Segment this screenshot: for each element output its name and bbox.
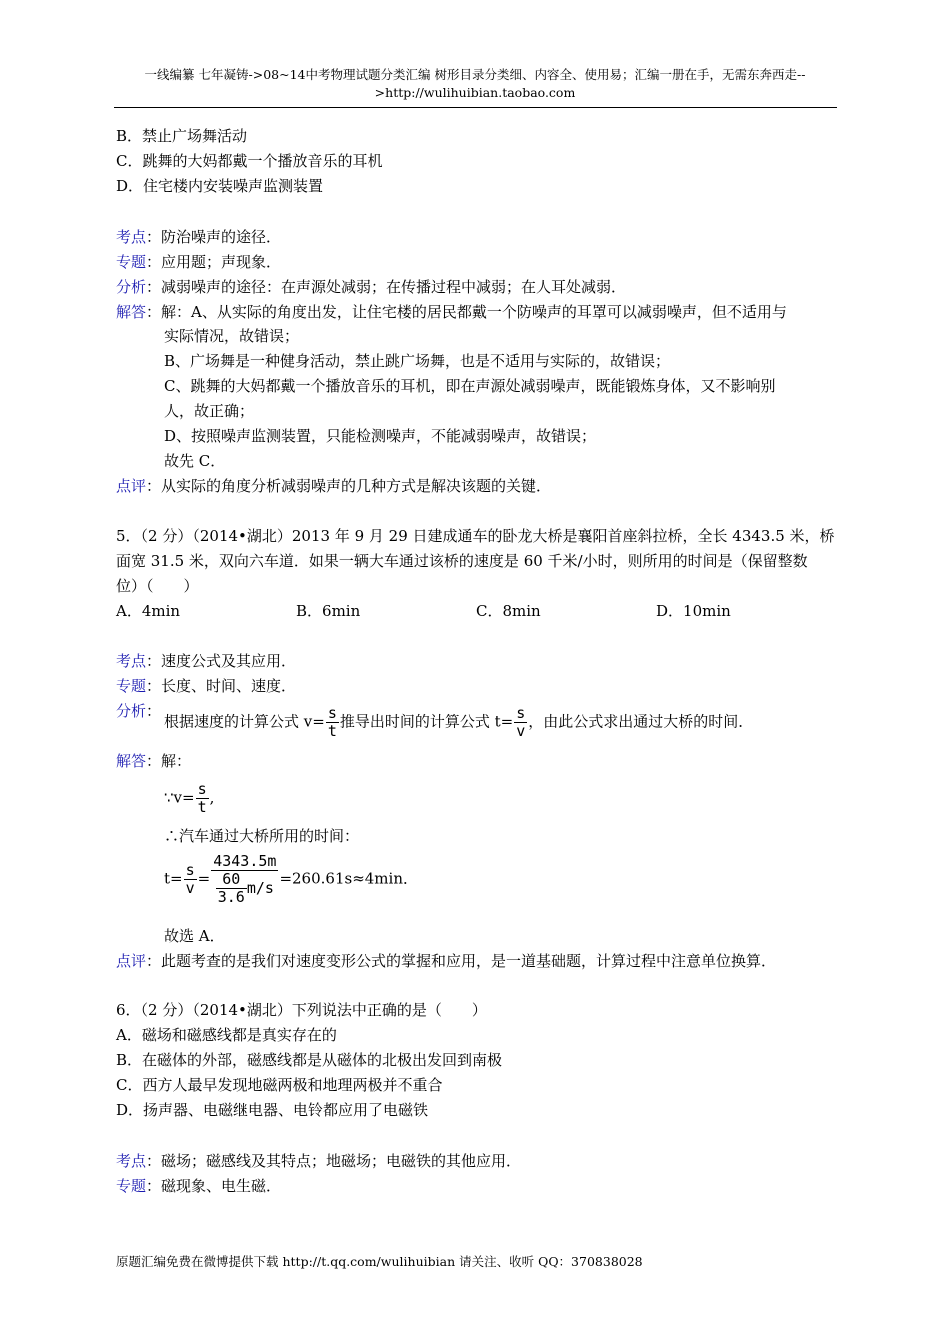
- q5-therefore-line: ∴汽车通过大桥所用的时间：: [164, 827, 360, 845]
- q4-jieda-line-3: B、广场舞是一种健身活动，禁止跳广场舞，也是不适用与实际的，故错误；: [164, 352, 671, 370]
- q4-jieda-line-5: 人，故正确；: [164, 402, 255, 420]
- fraction-s-over-v: [184, 862, 197, 897]
- q4-zhuanti: [116, 252, 281, 272]
- q5-stem-line-3: 位）（ ）: [116, 577, 199, 595]
- q5-answer: 故选 A．: [164, 927, 225, 945]
- fenxi-label: 分析: [116, 702, 147, 720]
- fenxi-label: 分析: [116, 278, 147, 296]
- fraction-distance-over-speed: [211, 853, 278, 906]
- q6-option-d: D．扬声器、电磁继电器、电铃都应用了电磁铁: [116, 1101, 429, 1119]
- q6-option-c: C．西方人最早发现地磁两极和地理两极并不重合: [116, 1076, 443, 1094]
- because-suffix: ,: [209, 788, 215, 807]
- calc-prefix: t=: [164, 869, 183, 888]
- inner-denominator: 3.6: [217, 888, 245, 906]
- page-header: [114, 66, 836, 102]
- zhuanti-text: ：长度、时间、速度．: [146, 677, 297, 695]
- fenxi-part-3: ，由此公式求出通过大桥的时间．: [528, 712, 754, 731]
- calc-denominator: [211, 871, 278, 906]
- q4-option-d: D．住宅楼内安装噪声监测装置: [116, 177, 324, 195]
- q5-option-b: B．6min: [296, 602, 361, 620]
- fenxi-text: ：减弱噪声的途径：在声源处减弱；在传播过程中减弱；在人耳处减弱．: [146, 278, 627, 296]
- q4-jieda-line-7: 故先 C．: [164, 452, 226, 470]
- frac-denominator: v: [516, 722, 526, 740]
- dianping-label: 点评: [116, 952, 147, 970]
- q4-jieda-line-4: C、跳舞的大妈都戴一个播放音乐的耳机，即在声源处减弱噪声，既能锻炼身体，又不影响别: [164, 377, 776, 395]
- fenxi-part-2: 推导出时间的计算公式 t=: [339, 712, 514, 731]
- zhuanti-text: ：应用题；声现象．: [146, 253, 282, 271]
- kaodian-text: ：防治噪声的途径．: [146, 228, 282, 246]
- q6-zhuanti: [116, 1176, 281, 1196]
- q5-zhuanti: [116, 676, 296, 696]
- frac-denominator: v: [185, 879, 195, 897]
- kaodian-label: 考点: [116, 228, 147, 246]
- q4-kaodian: [116, 227, 281, 247]
- q5-option-d: D．10min: [656, 602, 731, 620]
- kaodian-text: ：磁场；磁感线及其特点；地磁场；电磁铁的其他应用．: [146, 1152, 522, 1170]
- dianping-text: ：从实际的角度分析减弱噪声的几种方式是解决该题的关键．: [146, 477, 552, 495]
- calc-equals: =: [197, 869, 211, 888]
- frac-numerator: s: [197, 780, 207, 798]
- q5-option-a: A．4min: [116, 602, 181, 620]
- zhuanti-label: 专题: [116, 253, 147, 271]
- because-prefix: ∵v=: [164, 788, 195, 807]
- header-divider: [114, 107, 837, 108]
- frac-numerator: s: [327, 704, 337, 722]
- q6-option-a: A．磁场和磁感线都是真实存在的: [116, 1026, 337, 1044]
- page-footer: 原题汇编免费在微博提供下载 http://t.qq.com/wulihuibian 请关注、收听 QQ：370838028: [116, 1254, 643, 1269]
- q5-dianping: [116, 951, 776, 971]
- jieda-label: 解答: [116, 303, 147, 321]
- jieda-text: ：解：: [146, 752, 192, 770]
- jieda-line-1: ：解：A、从实际的角度出发，让住宅楼的居民都戴一个防噪声的耳罩可以减弱噪声，但不适用与: [146, 303, 787, 321]
- calc-result: =260.61s≈4min．: [279, 869, 418, 888]
- kaodian-text: ：速度公式及其应用．: [146, 652, 297, 670]
- q4-jieda: [116, 302, 787, 322]
- dianping-label: 点评: [116, 477, 147, 495]
- q6-kaodian: [116, 1151, 521, 1171]
- q4-option-c: C．跳舞的大妈都戴一个播放音乐的耳机: [116, 152, 383, 170]
- calc-unit: m/s: [246, 879, 274, 897]
- fraction-s-over-t: [196, 781, 209, 816]
- q5-stem-line-2: 面宽 31.5 米，双向六车道．如果一辆大车通过该桥的速度是 60 千米/小时，则所用的时间是（保留整数: [116, 552, 808, 570]
- kaodian-label: 考点: [116, 652, 147, 670]
- dianping-text: ：此题考查的是我们对速度变形公式的掌握和应用，是一道基础题，计算过程中注意单位换算．: [146, 952, 777, 970]
- q4-dianping: [116, 476, 551, 496]
- q6-option-b: B．在磁体的外部，磁感线都是从磁体的北极出发回到南极: [116, 1051, 503, 1069]
- zhuanti-label: 专题: [116, 677, 147, 695]
- q5-jieda: [116, 751, 191, 771]
- inner-numerator: 60: [216, 871, 247, 889]
- q4-fenxi: [116, 277, 626, 297]
- header-line-2: >http://wulihuibian.taobao.com: [374, 85, 576, 100]
- q5-stem-line-1: 5．（2 分）（2014•湖北）2013 年 9 月 29 日建成通车的卧龙大桥是襄阳首座斜拉桥，全长 4343.5 米，桥: [116, 527, 835, 545]
- frac-denominator: t: [197, 798, 207, 816]
- fraction-60-over-3-6: [216, 871, 247, 906]
- q5-kaodian: [116, 651, 296, 671]
- kaodian-label: 考点: [116, 1152, 147, 1170]
- q6-stem: 6．（2 分）（2014•湖北）下列说法中正确的是（ ）: [116, 1001, 487, 1019]
- frac-numerator: s: [185, 861, 195, 879]
- header-line-1: 一线编纂 七年凝铸->08~14中考物理试题分类汇编 树形目录分类细、内容全、使用易；汇编一册在手，无需东奔西走--: [144, 67, 806, 82]
- fraction-s-over-v: [514, 705, 527, 740]
- q5-calculation: [164, 853, 418, 906]
- fenxi-part-1: 根据速度的计算公式 v=: [164, 712, 325, 731]
- q4-jieda-line-6: D、按照噪声监测装置，只能检测噪声，不能减弱噪声，故错误；: [164, 427, 597, 445]
- zhuanti-label: 专题: [116, 1177, 147, 1195]
- q5-option-c: C．8min: [476, 602, 541, 620]
- zhuanti-text: ：磁现象、电生磁．: [146, 1177, 282, 1195]
- q4-option-b: B．禁止广场舞活动: [116, 127, 248, 145]
- jieda-label: 解答: [116, 752, 147, 770]
- frac-numerator: s: [516, 704, 526, 722]
- q5-fenxi-text: [164, 705, 753, 740]
- frac-denominator: t: [327, 722, 337, 740]
- q5-because-line: [164, 781, 214, 816]
- fenxi-colon: ：: [146, 702, 162, 720]
- fraction-s-over-t: [326, 705, 339, 740]
- q5-fenxi-label-line: [116, 701, 161, 721]
- calc-numerator: 4343.5m: [213, 852, 277, 870]
- q4-jieda-line-2: 实际情况，故错误；: [164, 327, 300, 345]
